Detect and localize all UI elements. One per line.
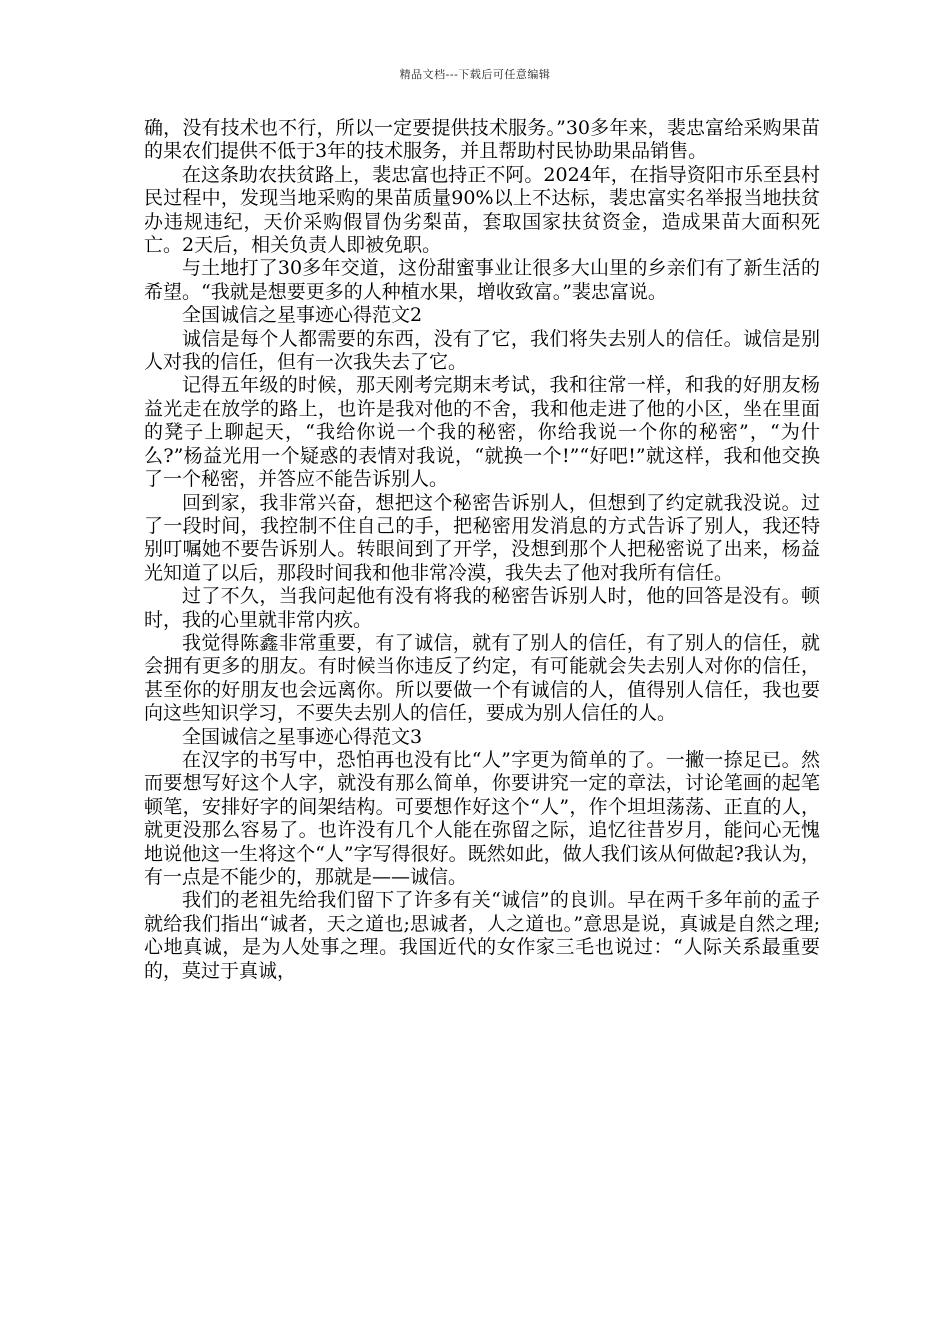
paragraph: 我觉得陈鑫非常重要，有了诚信，就有了别人的信任，有了别人的信任，就会拥有更多的朋友。有时候当你违反了约定，有可能就会失去别人对你的信任，甚至你的好朋友也会远离你。所以要做一个有诚信的人，值得别人信任，我也要向这些知识学习，不要失去别人的信任，要成为别人信任的人。 — [144, 631, 820, 725]
section-heading-2: 全国诚信之星事迹心得范文2 — [182, 304, 423, 327]
paragraph: 我们的老祖先给我们留下了许多有关“诚信”的良训。早在两千多年前的孟子就给我们指出“诚者，天之道也;思诚者，人之道也。”意思是说，真诚是自然之理;心地真诚，是为人处事之理。我国近代的女作家三毛也说过：“人际关系最重要的，莫过于真诚， — [144, 889, 820, 982]
paragraph: 回到家，我非常兴奋，想把这个秘密告诉别人，但想到了约定就我没说。过了一段时间，我控制不住自己的手，把秘密用发消息的方式告诉了别人，我还特别叮嘱她不要告诉别人。转眼间到了开学，没想到那个人把秘密说了出来，杨益光知道了以后，那段时间我和他非常冷漠，我失去了他对我所有信任。 — [144, 491, 820, 584]
document-body — [144, 117, 820, 983]
paragraph: 记得五年级的时候，那天刚考完期末考试，我和往常一样，和我的好朋友杨益光走在放学的路上，也许是我对他的不舍，我和他走进了他的小区，坐在里面的凳子上聊起天，“我给你说一个我的秘密，你给我说一个你的秘密”，“为什么?”杨益光用一个疑惑的表情对我说，“就换一个!”“好吧!”就这样，我和他交换了一个秘密，并答应不能告诉别人。 — [144, 374, 820, 491]
paragraph: 在汉字的书写中，恐怕再也没有比“人”字更为简单的了。一撇一捺足已。然而要想写好这个人字，就没有那么简单，你要讲究一定的章法，讨论笔画的起笔顿笔，安排好字的间架结构。可要想作好这个“人”，作个坦坦荡荡、正直的人，就更没那么容易了。也许没有几个人能在弥留之际，追忆往昔岁月，能问心无愧地说他这一生将这个“人”字写得很好。既然如此，做人我们该从何做起?我认为，有一点是不能少的，那就是——诚信。 — [144, 748, 820, 888]
paragraph: 在这条助农扶贫路上，裴忠富也持正不阿。2024年，在指导资阳市乐至县村民过程中，发现当地采购的果苗质量90%以上不达标，裴忠富实名举报当地扶贫办违规违纪，天价采购假冒伪劣梨苗，套取国家扶贫资金，造成果苗大面积死亡。2天后，相关负责人即被免职。 — [144, 163, 820, 257]
paragraph: 诚信是每个人都需要的东西，没有了它，我们将失去别人的信任。诚信是别人对我的信任，但有一次我失去了它。 — [144, 327, 820, 374]
paragraph: 与土地打了30多年交道，这份甜蜜事业让很多大山里的乡亲们有了新生活的希望。“我就是想要更多的人种植水果，增收致富。”裴忠富说。 — [144, 257, 820, 303]
page-header: 精品文档---下载后可任意编辑 — [399, 68, 551, 81]
section-heading-3: 全国诚信之星事迹心得范文3 — [182, 725, 423, 748]
paragraph-continued: 确，没有技术也不行，所以一定要提供技术服务。”30多年来，裴忠富给采购果苗的果农们提供不低于3年的技术服务，并且帮助村民协助果品销售。 — [144, 117, 820, 163]
paragraph: 过了不久，当我问起他有没有将我的秘密告诉别人时，他的回答是没有。顿时，我的心里就非常内疚。 — [144, 585, 820, 631]
